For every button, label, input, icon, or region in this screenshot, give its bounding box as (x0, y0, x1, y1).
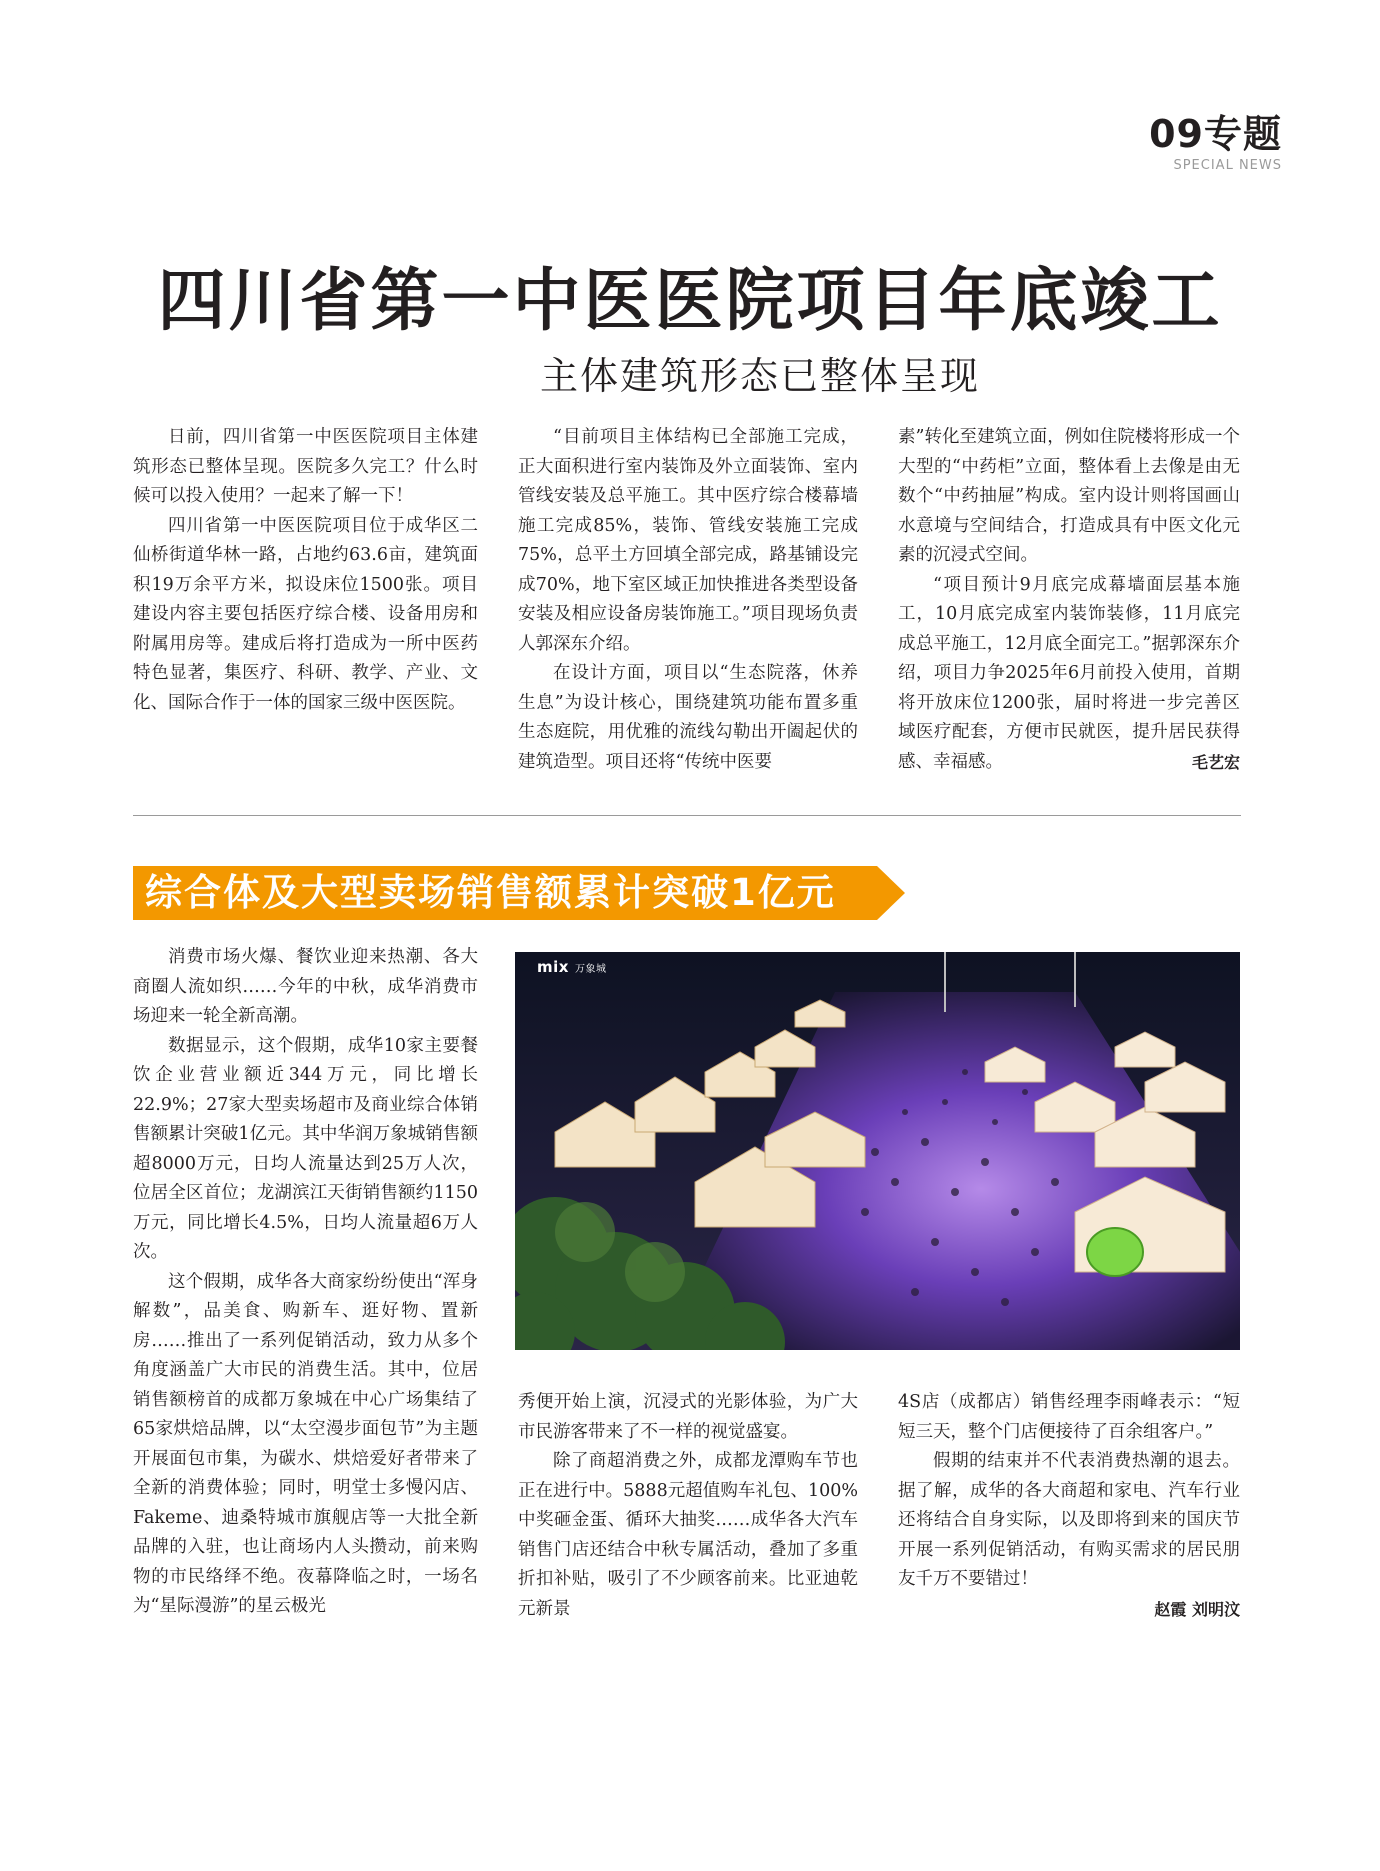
page-number-label: 09专题 (1149, 112, 1282, 156)
article2-paragraph: 这个假期，成华各大商家纷纷使出“浑身解数”，品美食、购新车、逛好物、置新房……推出了一系列促销活动，致力从多个角度涵盖广大市民的消费生活。其中，位居销售额榜首的成都万象城在中心广场集结了65家烘焙品牌，以“太空漫步面包节”为主题开展面包市集，为碳水、烘焙爱好者带来了全新的消费体验；同时，明堂士多慢闪店、Fakeme、迪桑特城市旗舰店等一大批全新品牌的入驻，也让商场内人头攒动，前来购物的市民络绎不绝。夜幕降临之时，一场名为“星际漫游”的星云极光 (133, 1271, 478, 1616)
article2-byline: 赵霞 刘明汶 (1154, 1599, 1240, 1619)
article1-paragraph: 素”转化至建筑立面，例如住院楼将形成一个大型的“中药柜”立面，整体看上去像是由无数个“中药抽屉”构成。室内设计则将国画山水意境与空间结合，打造成具有中医文化元素的沉浸式空间。 (898, 427, 1240, 565)
article1-paragraph: 四川省第一中医医院项目位于成华区二仙桥街道华林一路，占地约63.6亩，建筑面积19万余平方米，拟设床位1500张。项目建设内容主要包括医疗综合楼、设备用房和附属用房等。建成后将打造成为一所中医药特色显著，集医疗、科研、教学、产业、文化、国际合作于一体的国家三级中医医院。 (133, 515, 478, 713)
article1-byline: 毛艺宏 (1191, 752, 1240, 772)
article2-headline: 综合体及大型卖场销售额累计突破1亿元 (145, 871, 836, 914)
article1-column-1 (133, 423, 478, 718)
photo-logo-cn: 万象城 (574, 964, 607, 975)
article2-byline-row (898, 1595, 1240, 1626)
photo-logo-text: mix (537, 958, 569, 976)
photo-logo (537, 958, 606, 976)
article2-column-1 (133, 943, 478, 1622)
article1-paragraph: 日前，四川省第一中医医院项目主体建筑形态已整体呈现。医院多久完工？什么时候可以投入使用？一起来了解一下！ (133, 427, 478, 506)
article1-subheadline: 主体建筑形态已整体呈现 (539, 354, 980, 398)
article1-paragraph: 在设计方面，项目以“生态院落，休养生息”为设计核心，围绕建筑功能布置多重生态庭院，用优雅的流线勾勒出开阖起伏的建筑造型。项目还将“传统中医要 (518, 663, 858, 772)
section-divider (133, 815, 1241, 816)
article2-paragraph: 消费市场火爆、餐饮业迎来热潮、各大商圈人流如织……今年的中秋，成华消费市场迎来一轮全新高潮。 (133, 947, 478, 1026)
section-english-label: SPECIAL NEWS (1173, 158, 1282, 173)
page-header (1149, 112, 1282, 173)
article1-paragraph: “目前项目主体结构已全部施工完成，正大面积进行室内装饰及外立面装饰、室内管线安装及总平施工。其中医疗综合楼幕墙施工完成85%，装饰、管线安装施工完成75%，总平土方回填全部完成，路基铺设完成70%，地下室区域正加快推进各类型设备安装及相应设备房装饰施工。”项目现场负责人郭深东介绍。 (518, 427, 858, 654)
article2-paragraph: 秀便开始上演，沉浸式的光影体验，为广大市民游客带来了不一样的视觉盛宴。 (518, 1392, 858, 1442)
article1-column-2 (518, 423, 858, 777)
article2-paragraph: 假期的结束并不代表消费热潮的退去。据了解，成华的各大商超和家电、汽车行业还将结合自身实际，以及即将到来的国庆节开展一系列促销活动，有购买需求的居民朋友千万不要错过！ (898, 1451, 1240, 1589)
night-market-illustration (515, 952, 1240, 1350)
article2-paragraph: 4S店（成都店）销售经理李雨峰表示：“短短三天，整个门店便接待了百余组客户。” (898, 1392, 1240, 1442)
article1-paragraph (898, 571, 1240, 778)
article1-headline: 四川省第一中医医院项目年底竣工 (157, 262, 1223, 341)
article2-column-3 (898, 1388, 1240, 1625)
article2-paragraph: 除了商超消费之外，成都龙潭购车节也正在进行中。5888元超值购车礼包、100%中奖砸金蛋、循环大抽奖……成华各大汽车销售门店还结合中秋专属活动，叠加了多重折扣补贴，吸引了不少顾客前来。比亚迪乾元新景 (518, 1451, 858, 1619)
article2-banner (133, 866, 905, 920)
article2-paragraph: 数据显示，这个假期，成华10家主要餐饮企业营业额近344万元，同比增长22.9%；27家大型卖场超市及商业综合体销售额累计突破1亿元。其中华润万象城销售额超8000万元，日均人流量达到25万人次，位居全区首位；龙湖滨江天街销售额约1150万元，同比增长4.5%，日均人流量超6万人次。 (133, 1035, 478, 1262)
article1-column-3 (898, 423, 1240, 777)
night-market-photo (515, 952, 1240, 1350)
article1-paragraph-text: “项目预计9月底完成幕墙面层基本施工，10月底完成室内装饰装修，11月底完成总平施工，12月底全面完工。”据郭深东介绍，项目力争2025年6月前投入使用，首期将开放床位1200张，届时将进一步完善区域医疗配套，方便市民就医，提升居民获得感、幸福感。 (898, 574, 1240, 772)
article2-column-2 (518, 1388, 858, 1624)
